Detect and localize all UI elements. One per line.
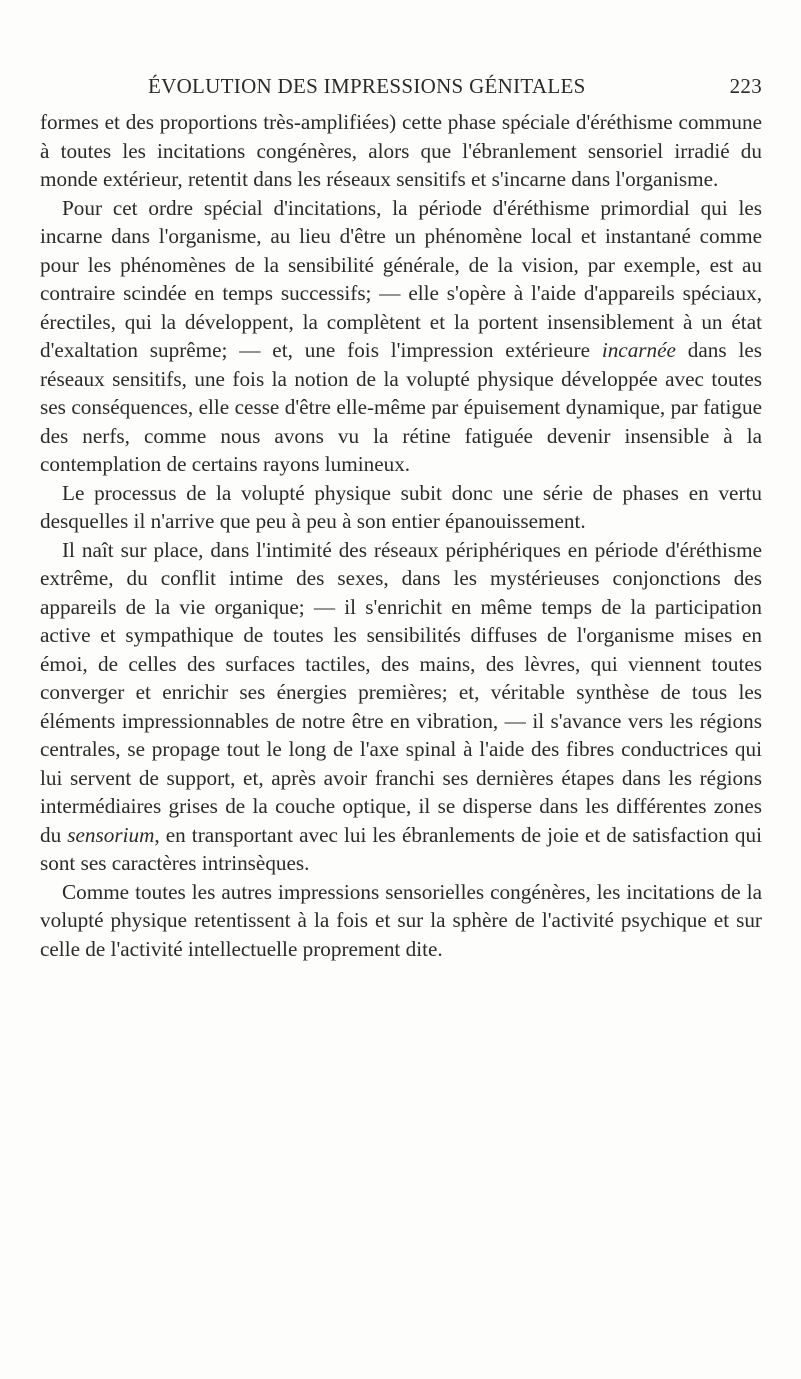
text-run: , en transportant avec lui les ébranlements de joie et de satisfaction qui sont ses caractères intrinsèques. bbox=[40, 822, 763, 875]
paragraph bbox=[40, 878, 762, 964]
text-run: Comme toutes les autres impressions sensorielles congénères, les incitations de la volupté physique retentissent à la fois et sur la sphère de l'activité psychique et sur celle de l'activité intellectuelle proprement dite. bbox=[40, 879, 762, 961]
running-header bbox=[40, 74, 762, 100]
italic-term: incarnée bbox=[601, 338, 676, 362]
text-run: Il naît sur place, dans l'intimité des réseaux périphériques en période d'éréthisme extrême, du conflit intime des sexes, dans les mystérieuses conjonctions des appareils de la vie organique; — il s'enrichit en même temps de la participation active et sympathique de toutes les sensibilités diffuses de l'organisme mises en émoi, de celles des surfaces tactiles, des mains, des lèvres, qui viennent toutes converger et enrichir ses énergies premières; et, véritable synthèse de tous les éléments impressionnables de notre être en vibration, — il s'avance vers les régions centrales, se propage tout le long de l'axe spinal à l'aide des fibres conductrices qui lui servent de support, et, après avoir franchi ses dernières étapes dans les régions intermédiaires grises de la couche optique, il se disperse dans les différentes zones du bbox=[40, 537, 762, 847]
chapter-title: ÉVOLUTION DES IMPRESSIONS GÉNITALES bbox=[148, 74, 586, 98]
paragraph bbox=[40, 536, 762, 878]
text-run: dans les réseaux sensitifs, une fois la notion de la volupté physique développée avec toutes ses conséquences, elle cesse d'être elle-même par épuisement dynamique, par fatigue des nerfs, comme nous avons vu la rétine fatiguée devenir insensible à la contemplation de certains rayons lumineux. bbox=[40, 338, 763, 476]
text-run: formes et des proportions très-amplifiées) cette phase spéciale d'éréthisme commune à toutes les incitations congénères, alors que l'ébranlement sensoriel irradié du monde extérieur, retentit dans les réseaux sensitifs et s'incarne dans l'organisme. bbox=[40, 110, 762, 191]
body-text bbox=[40, 108, 762, 963]
paragraph bbox=[40, 479, 762, 536]
italic-term: sensorium bbox=[67, 822, 155, 847]
text-run: Pour cet ordre spécial d'incitations, la période d'éréthisme primordial qui les incarne dans l'organisme, au lieu d'être un phénomène local et instantané comme pour les phénomènes de la sensibilité générale, de la vision, par exemple, est au contraire scindée en temps successifs; — elle s'opère à l'aide d'appareils spéciaux, érectiles, qui la développent, la complètent et la portent insensiblement à un état d'exaltation suprême; — et, une fois l'impression extérieure bbox=[40, 195, 762, 362]
page-number: 223 bbox=[729, 74, 762, 98]
paragraph bbox=[40, 194, 762, 479]
paragraph bbox=[40, 108, 762, 194]
text-run: Le processus de la volupté physique subit donc une série de phases en vertu desquelles il n'arrive que peu à peu à son entier épanouissement. bbox=[40, 480, 762, 533]
